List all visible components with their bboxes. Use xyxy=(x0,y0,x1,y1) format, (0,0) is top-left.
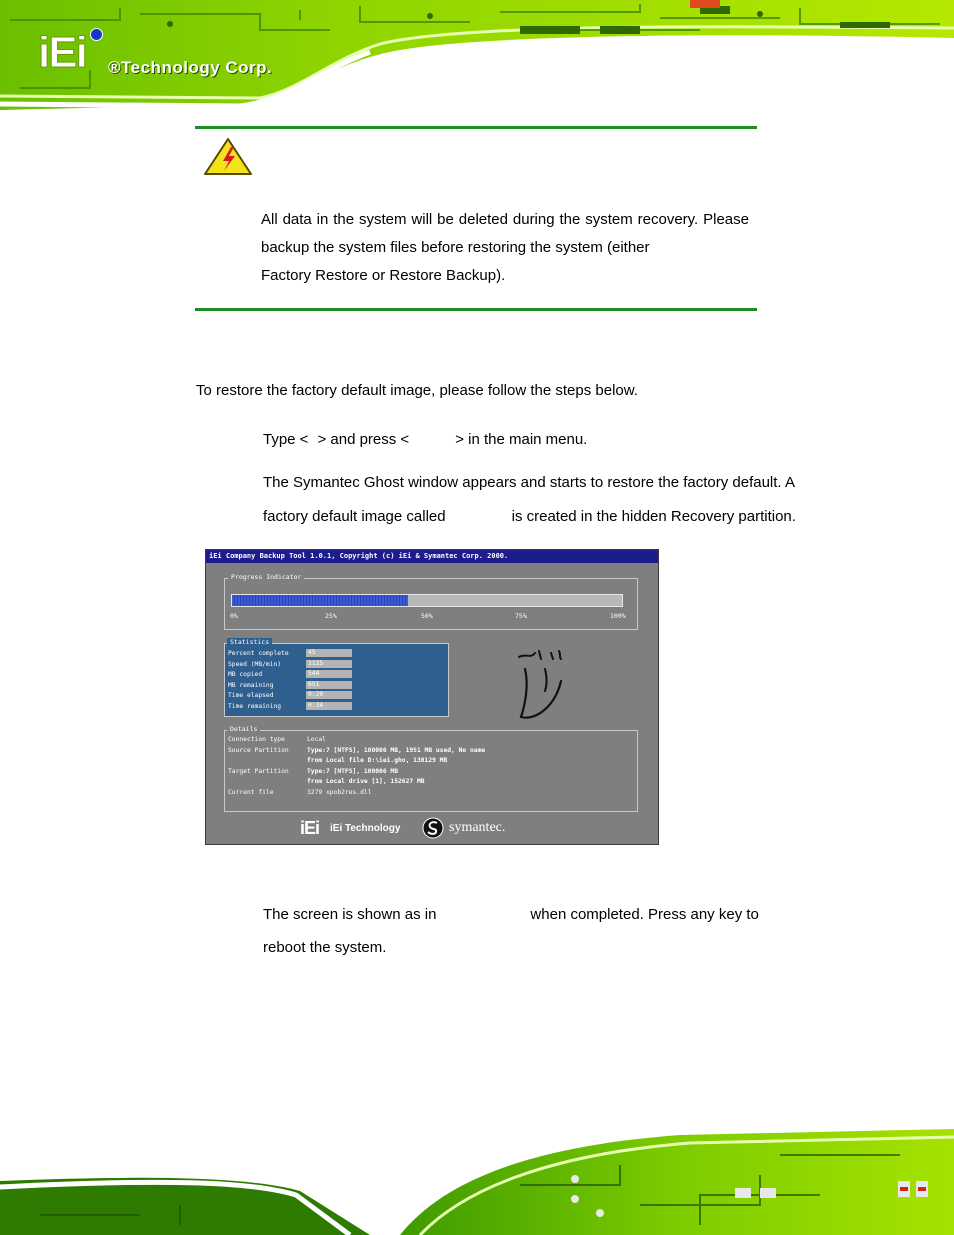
logo-mark: iEi xyxy=(38,28,86,77)
warning-text-main: All data in the system will be deleted during the system recovery. Please backup the system files before restoring the system (either xyxy=(261,211,749,256)
stat-row: Time remaining 0:34 xyxy=(228,702,438,711)
detail-target-label: Target Partition xyxy=(228,767,289,775)
step-2-line-1: The Symantec Ghost window appears and starts to restore the factory default. A xyxy=(263,474,795,491)
step-3-part-b: when completed. Press any key to xyxy=(530,906,759,923)
statistics-label: Statistics xyxy=(227,638,272,647)
progress-tick-50: 50% xyxy=(421,612,433,620)
details-label: Details xyxy=(227,725,260,734)
page-header-banner xyxy=(0,0,954,112)
detail-source-label: Source Partition xyxy=(228,746,289,754)
circuit-board-footer-art xyxy=(0,1125,954,1235)
step-1-part-b: > and press < xyxy=(317,431,410,448)
warning-top-rule xyxy=(195,126,757,129)
company-name: ®Technology Corp. xyxy=(108,58,273,77)
warning-triangle-icon xyxy=(203,137,253,177)
ghost-title-bar: iEi Company Backup Tool 1.0.1, Copyright (c) iEi & Symantec Corp. 2000. xyxy=(206,550,658,563)
intro-paragraph: To restore the factory default image, please follow the steps below. xyxy=(196,382,638,399)
stat-row: Time elapsed 0:29 xyxy=(228,691,438,700)
step-1-part-c: > in the main menu. xyxy=(455,431,588,448)
details-group xyxy=(224,730,638,812)
logo-dot xyxy=(90,28,103,41)
ghost-iei-text: iEi Technology xyxy=(330,823,401,834)
progress-tick-75: 75% xyxy=(515,612,527,620)
warning-bottom-rule xyxy=(195,308,757,311)
ghost-restore-screenshot xyxy=(205,549,659,845)
progress-tick-25: 25% xyxy=(325,612,337,620)
detail-target-value-1: Type:7 [NTFS], 100006 MB xyxy=(307,767,398,775)
stat-row: Speed (MB/min) 1125 xyxy=(228,660,438,669)
detail-file-value: 3279 xpob2res.dll xyxy=(307,788,372,796)
detail-connection-label: Connection type xyxy=(228,736,285,743)
step-3-line-2: reboot the system. xyxy=(263,939,387,956)
step-3-part-a: The screen is shown as in xyxy=(263,906,437,923)
statistics-panel xyxy=(224,643,449,717)
step-2-part-a: factory default image called xyxy=(263,508,446,525)
detail-connection-value: Local xyxy=(307,736,326,743)
detail-file-label: Current file xyxy=(228,788,274,796)
progress-tick-0: 0% xyxy=(230,612,238,620)
iei-logo xyxy=(38,30,288,82)
symantec-logo-icon xyxy=(422,817,444,839)
step-1 xyxy=(263,430,587,450)
step-1-part-a: Type < xyxy=(263,431,309,448)
progress-group-label: Progress Indicator xyxy=(228,573,304,582)
detail-source-value-1: Type:7 [NTFS], 100006 MB, 1951 MB used, No name xyxy=(307,746,486,754)
stat-row: Percent complete 45 xyxy=(228,649,438,658)
symantec-wordmark: symantec. xyxy=(449,820,506,835)
stat-row: MB copied 544 xyxy=(228,670,438,679)
detail-target-value-2: from Local drive [1], 152627 MB xyxy=(307,778,425,785)
progress-tick-100: 100% xyxy=(610,612,626,620)
ghost-iei-logo: iEi xyxy=(300,818,320,838)
progress-bar-fill xyxy=(232,595,408,606)
stat-row: MB remaining 651 xyxy=(228,681,438,690)
detail-source-value-2: from Local file D:\iei.gho, 130129 MB xyxy=(307,757,448,764)
step-3-line-1 xyxy=(263,905,759,925)
step-2-line-2 xyxy=(263,507,796,527)
warning-text-last: Factory Restore or Restore Backup). xyxy=(261,267,506,284)
page-footer-banner xyxy=(0,1125,954,1235)
ghost-mascot-icon xyxy=(511,645,571,723)
warning-message xyxy=(261,206,749,290)
progress-bar xyxy=(231,594,623,607)
step-2-part-b: is created in the hidden Recovery partition. xyxy=(511,508,796,525)
